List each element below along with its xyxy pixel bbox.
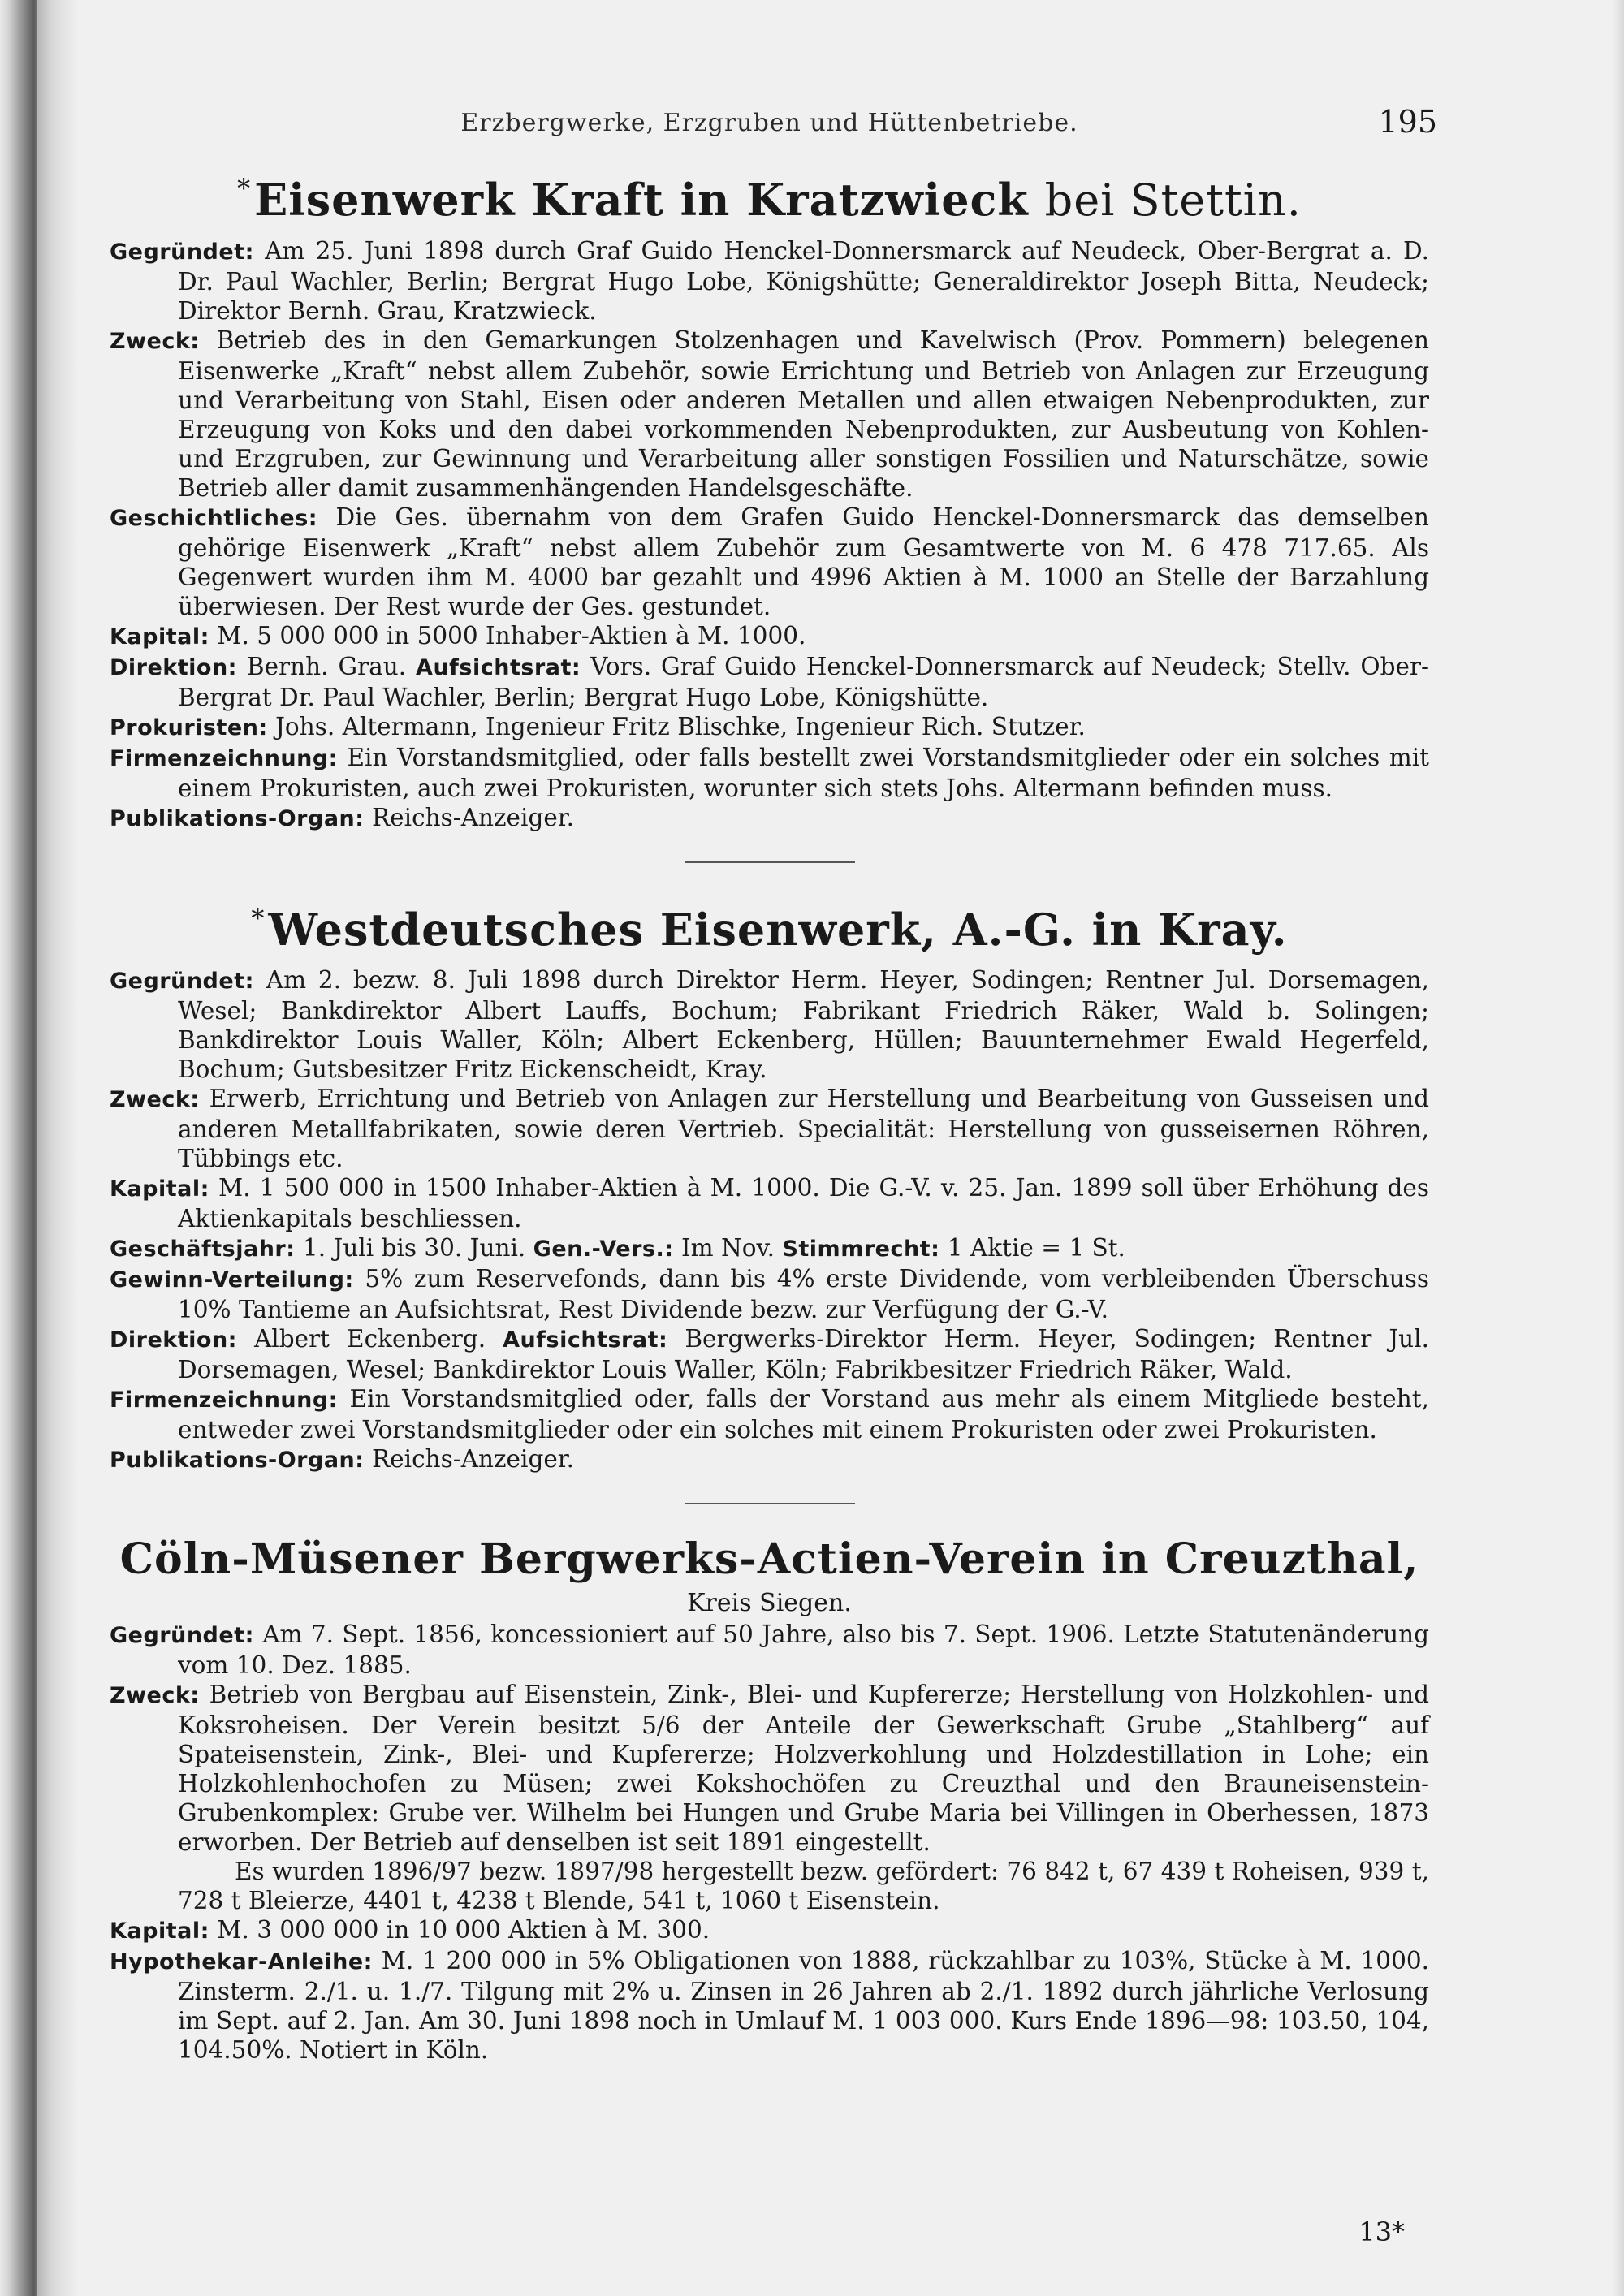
entry-eisenwerk-kraft [110,162,1429,834]
entry-paragraph [178,1857,1429,1915]
field-label: Zweck: [110,1683,200,1708]
page-right-edge [1613,0,1624,2296]
entry-paragraph [110,1264,1429,1324]
running-title: Erzbergwerke, Erzgruben und Hüttenbetriebe. [460,109,1078,137]
entry-paragraph [110,965,1429,1084]
field-text: Albert Eckenberg. [254,1325,486,1353]
entry-paragraph [110,1946,1429,2065]
entry-paragraph [110,503,1429,621]
field-text: Bergwerks-Direktor Herm. Heyer, Sodingen; Rentner Jul. Dorsemagen, Wesel; Bankdirektor Louis Waller, Köln; Fabrikbesitzer Friedrich Räker, Wald. [178,1325,1429,1383]
entry-paragraph [110,803,1429,834]
field-text: Vors. Graf Guido Henckel-Donnersmarck auf Neudeck; Stellv. Ober-Bergrat Dr. Paul Wachler, Berlin; Bergrat Hugo Lobe, Königshütte. [178,653,1430,711]
field-text: Am 2. bezw. 8. Juli 1898 durch Direktor Herm. Heyer, Sodingen; Rentner Jul. Dorsemagen, Wesel; Bankdirektor Albert Lauffs, Bochum; Fabrikant Friedrich Räker, Wald b. Solingen; Bankdirektor Louis Waller, Köln; Albert Eckenberg, Hüllen; Bauunternehmer Ewald Hegerfeld, Bochum; Gutsbesitzer Fritz Eickenscheidt, Kray. [178,966,1429,1083]
section-divider [685,861,855,863]
field-label: Kapital: [110,624,209,650]
field-label: Direktion: [110,655,237,680]
entry-paragraph [110,743,1429,803]
field-label: Stimmrecht: [782,1236,940,1262]
field-label: Firmenzeichnung: [110,746,338,771]
field-label: Geschäftsjahr: [110,1236,296,1262]
field-text: M. 5 000 000 in 5000 Inhaber-Aktien à M. 1000. [217,622,806,650]
field-text: M. 1 500 000 in 1500 Inhaber-Aktien à M. 1000. Die G.-V. v. 25. Jan. 1899 soll über Erhöhung des Aktienkapitals beschliessen. [178,1174,1429,1232]
field-text: Betrieb des in den Gemarkungen Stolzenhagen und Kavelwisch (Prov. Pommern) belegenen Eisenwerke „Kraft“ nebst allem Zubehör, sowie Errichtung und Betrieb von Anlagen zur Erzeugung und Verarbeitung von Stahl, Eisen oder anderen Metallen und allen etwaigen Nebenprodukten, zur Erzeugung von Koks und den dabei vorkommenden Nebenprodukten, zur Ausbeutung von Kohlen- und Erzgruben, zur Gewinnung und Verarbeitung aller sonstigen Fossilien und Naturschätze, sowie Betrieb aller damit zusammenhängenden Handelsgeschäfte. [178,326,1429,502]
entry-westdeutsches-eisenwerk [110,892,1429,1475]
book-binding-edge [0,0,37,2296]
field-text: 1. Juli bis 30. Juni. [302,1234,526,1262]
entry-title-main: Cöln-Müsener Bergwerks-Actien-Verein in Creuzthal, [119,1534,1419,1584]
field-text: Am 25. Juni 1898 durch Graf Guido Henckel-Donnersmarck auf Neudeck, Ober-Bergrat a. D. Dr. Paul Wachler, Berlin; Bergrat Hugo Lobe, Königshütte; Generaldirektor Joseph Bitta, Neudeck; Direktor Bernh. Grau, Kratzwieck. [178,237,1429,325]
field-label: Gegründet: [110,969,254,994]
entry-paragraph [110,1173,1429,1233]
signature-mark: 13* [1358,2216,1405,2247]
field-label: Aufsichtsrat: [416,655,581,680]
entry-title-main: Eisenwerk Kraft in Kratzwieck [254,174,1029,226]
entry-paragraph [110,1384,1429,1444]
field-text: Die Ges. übernahm von dem Grafen Guido Henckel-Donnersmarck das demselben gehörige Eisenwerk „Kraft“ nebst allem Zubehör zum Gesamtwerte von M. 6 478 717.65. Als Gegenwert wurden ihm M. 4000 bar gezahlt und 4996 Aktien à M. 1000 an Stelle der Barzahlung überwiesen. Der Rest wurde der Ges. gestundet. [178,503,1429,620]
field-text: M. 1 200 000 in 5% Obligationen von 1888, rückzahlbar zu 103%, Stücke à M. 1000. Zinsterm. 2./1. u. 1./7. Tilgung mit 2% u. Zinsen in 26 Jahren ab 2./1. 1892 durch jährliche Verlosung im Sept. auf 2. Jan. Am 30. Juni 1898 noch in Umlauf M. 1 003 000. Kurs Ende 1896—98: 103.50, 104, 104.50%. Notiert in Köln. [178,1947,1429,2064]
entry-paragraph [110,1233,1429,1264]
field-text: Erwerb, Errichtung und Betrieb von Anlagen zur Herstellung und Bearbeitung von Gusseisen und anderen Metallfabrikaten, sowie deren Vertrieb. Specialität: Herstellung von gusseisernen Röhren, Tübbings etc. [178,1085,1429,1172]
entry-title-main: Westdeutsches Eisenwerk, A.-G. in Kray. [268,904,1288,956]
field-text: 1 Aktie = 1 St. [947,1234,1125,1262]
field-label: Kapital: [110,1918,209,1944]
field-label: Direktion: [110,1327,237,1353]
field-label: Geschichtliches: [110,506,318,531]
field-label: Zweck: [110,329,200,354]
field-label: Zweck: [110,1087,200,1112]
star-marker: * [237,173,252,204]
gutter-shadow [37,0,78,2296]
entry-paragraph [110,326,1429,503]
entry-paragraph [110,236,1429,326]
field-text: Bernh. Grau. [246,653,407,680]
entry-paragraph [110,1444,1429,1475]
field-text: Johs. Altermann, Ingenieur Fritz Blischke, Ingenieur Rich. Stutzer. [275,713,1086,740]
field-label: Gen.-Vers.: [533,1236,674,1262]
entry-paragraph [110,712,1429,743]
field-label: Gewinn-Verteilung: [110,1267,354,1293]
field-text: M. 3 000 000 in 10 000 Aktien à M. 300. [217,1916,710,1944]
entry-paragraph [110,1324,1429,1384]
section-divider [685,1503,855,1504]
entry-paragraph [110,1680,1429,1857]
entry-coeln-muesener [110,1534,1429,2065]
entry-paragraph [110,1915,1429,1946]
field-label: Gegründet: [110,1623,254,1648]
entry-paragraph [110,1084,1429,1173]
field-text: Es wurden 1896/97 bezw. 1897/98 hergestellt bezw. gefördert: 76 842 t, 67 439 t Roheisen, 939 t, 728 t Bleierze, 4401 t, 4238 t Blende, 541 t, 1060 t Eisenstein. [178,1858,1429,1914]
page-number: 195 [1378,104,1437,140]
entry-paragraph [110,621,1429,652]
field-text: Reichs-Anzeiger. [371,804,575,831]
field-label: Hypothekar-Anleihe: [110,1949,373,1974]
running-header [110,104,1437,153]
entry-title-suffix: bei Stettin. [1044,175,1302,226]
field-text: 5% zum Reservefonds, dann bis 4% erste Dividende, vom verbleibenden Überschuss 10% Tantieme an Aufsichtsrat, Rest Dividende bezw. zur Verfügung der G.-V. [178,1265,1429,1323]
document-page [110,104,1437,2255]
field-text: Betrieb von Bergbau auf Eisenstein, Zink-, Blei- und Kupfererze; Herstellung von Holzkohlen- und Koksroheisen. Der Verein besitzt 5/6 der Anteile der Gewerkschaft Grube „Stahlberg“ auf Spateisenstein, Zink-, Blei- und Kupfererze; Holzverkohlung und Holzdestillation in Lohe; ein Holzkohlenhochofen zu Müsen; zwei Kokshochöfen zu Creuzthal und den Brauneisenstein-Grubenkomplex: Grube ver. Wilhelm bei Hungen und Grube Maria bei Villingen in Oberhessen, 1873 erworben. Der Betrieb auf denselben ist seit 1891 eingestellt. [178,1681,1429,1856]
field-label: Firmenzeichnung: [110,1388,338,1413]
entry-title [110,892,1429,956]
entry-subtitle: Kreis Siegen. [687,1589,852,1617]
star-marker: * [251,903,266,934]
entry-paragraph [110,652,1430,712]
field-label: Prokuristen: [110,715,268,740]
field-label: Publikations-Organ: [110,1448,365,1473]
field-label: Kapital: [110,1176,209,1202]
field-text: Ein Vorstandsmitglied oder, falls der Vorstand aus mehr als einem Mitgliede besteht, entweder zwei Vorstandsmitglieder oder ein solches mit einem Prokuristen oder zwei Prokuristen. [178,1385,1429,1444]
entry-title [110,162,1429,227]
field-text: Ein Vorstandsmitglied, oder falls bestellt zwei Vorstandsmitglieder oder ein solches mit einem Prokuristen, auch zwei Prokuristen, worunter sich stets Johs. Altermann befinden muss. [178,744,1429,802]
field-text: Reichs-Anzeiger. [371,1445,575,1473]
field-label: Gegründet: [110,240,254,265]
field-label: Publikations-Organ: [110,806,365,831]
field-label: Aufsichtsrat: [503,1327,668,1353]
field-text: Am 7. Sept. 1856, koncessioniert auf 50 Jahre, also bis 7. Sept. 1906. Letzte Statutenänderung vom 10. Dez. 1885. [178,1621,1429,1679]
entry-title [110,1534,1429,1586]
field-text: Im Nov. [680,1234,775,1262]
entry-paragraph [110,1620,1429,1680]
